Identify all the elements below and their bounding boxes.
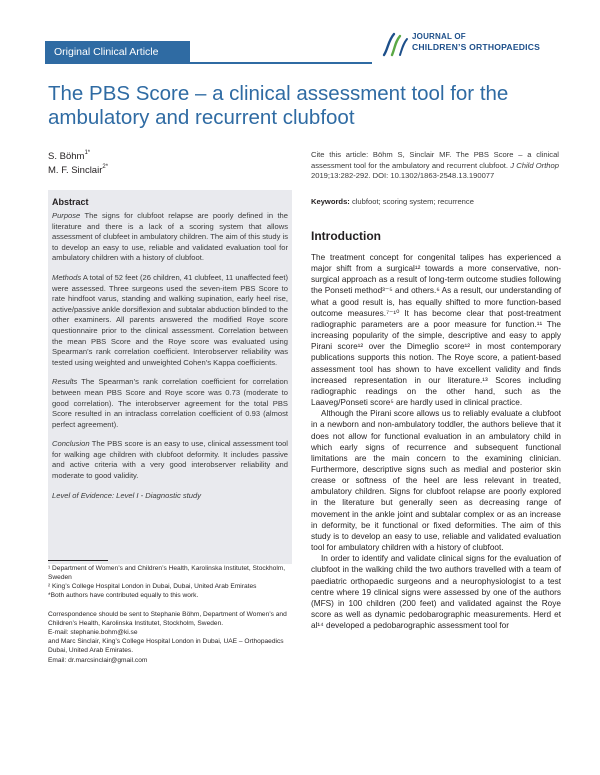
abstract-box — [48, 190, 292, 564]
email-link-1[interactable]: E-mail: stephanie.bohm@ki.se — [48, 629, 138, 637]
intro-paragraph-1: The treatment concept for congenital talipes has experienced a major shift from a surgical¹² towards a more conservative, non-surgical approach as a result of long-term outcome studies following the Ponseti method³⁻⁵ and others.⁶ As a result, our understanding of what a good result is, has equally shifted to more function-based outcome measures.⁷⁻¹⁰ It has become clear that post-treatment radiographic parameters are a poor measure for function.¹¹ The increasing popularity of the simple, descriptive and easy to apply Pirani score¹² over the Dimeglio score¹² in most contemporary publications supports this notion. The Roye score, a patient-based assessment tool has shown to have excellent validity and finds increased representation in our literature.¹³ Scores including radiographic readings on the other hand, such as the Laaveg/Ponseti score⁵ are hardly used in clinical practice. — [311, 253, 561, 408]
author-list — [48, 150, 108, 178]
level-of-evidence: Level of Evidence: Level I - Diagnostic study — [52, 490, 202, 500]
footnotes — [48, 560, 298, 665]
keywords-label: Keywords: — [311, 197, 350, 206]
article-title: The PBS Score – a clinical assessment tool for the ambulatory and recurrent clubfoot — [48, 82, 509, 129]
keywords — [311, 197, 474, 206]
correspondence-line: and Marc Sinclair, King’s College Hospital London in Dubai, UAE – Orthopaedics Dubai, United Arab Emirates. — [48, 638, 284, 655]
journal-logo-icon — [382, 31, 410, 57]
intro-paragraph-3: In order to identify and validate clinical signs for the evaluation of clubfoot in the walking child the two authors travelled with a team of paediatric orthopaedic surgeons and a neurophysiologist to a test centre where 19 clinical signs were assessed by one of the authors (MFS) in 100 children (200 feet) and validated against the Roye score as well as dynamic pedobarographic measurements. Herd et al¹⁴ developed a pedobarographic assessment tool for — [311, 554, 561, 631]
intro-paragraph-2: Although the Pirani score allows us to reliably evaluate a clubfoot in a newborn and non-ambulatory toddler, the authors believe that it does not allow for functional evaluation in an ambulatory child in which early signs of recurrence and subsequent functional limitations are the main concern to the examining clinician. Furthermore, descriptive signs such as medial and posterior skin crease or softness of the heel are less relevant in treated, ambulatory children. Signs for clubfoot relapse are poorly explored in the literature but generally seen as decreasing range of movement in the ankle joint and subtalar complex or as an increase in deformity, be it functional or fixed deformities. The aim of this study is to develop an easy to use, reliable and validated evaluation tool for ambulatory children with a history of clubfoot. — [311, 409, 561, 553]
correspondence — [48, 610, 298, 665]
citation-journal: J Child Orthop — [510, 160, 559, 170]
header-rule — [45, 62, 372, 64]
citation-text: Cite this article: Böhm S, Sinclair MF. The PBS Score – a clinical assessment tool for the ambulatory and recurrent clubfoot. — [311, 150, 559, 170]
keywords-text: clubfoot; scoring system; recurrence — [351, 197, 474, 206]
author-1: S. Böhm$^{1*}$ — [48, 150, 91, 162]
author-2: M. F. Sinclair$^{2*}$ — [48, 164, 109, 176]
abstract-methods: Methods A total of 52 feet (26 children, 41 clubfeet, 11 unaffected feet) were assessed. Three surgeons used the seven-item PBS Score to rate hindfoot varus, standing and walking supination, early heel rise, active/passive ankle dorsiflexion and subtalar abduction blinded to the other examiners. All parents answered the modified Roye score questionnaire prior to the clinical assessment. Correlation between the mean PBS Score and the Roye score was evaluated using Spearman’s rank correlation coefficient. Interobserver reliability was tested using weighted and unweighted Cohen’s Kappa coefficients. — [52, 272, 288, 367]
affiliation-2: ² King’s College Hospital London in Dubai, Dubai, United Arab Emirates — [48, 583, 257, 591]
email-link-2[interactable]: Email: dr.marcsinclair@gmail.com — [48, 656, 148, 664]
introduction-body — [311, 252, 561, 631]
article-type-banner — [45, 41, 190, 63]
author-2-affiliation: 2* — [102, 164, 109, 171]
abstract-conclusion: Conclusion The PBS score is an easy to use, clinical assessment tool for walking age children with clubfoot deformity. It includes passive and active criteria with a very good interobserver reliability and moderate to good validity. — [52, 439, 288, 481]
equal-contribution-note: *Both authors have contributed equally to this work. — [48, 592, 199, 600]
journal-name — [412, 31, 540, 53]
citation-block — [311, 150, 559, 182]
introduction-heading: Introduction — [311, 229, 381, 243]
journal-name-line2: CHILDREN’S ORTHOPAEDICS — [412, 42, 541, 52]
correspondence-line: Correspondence should be sent to Stephanie Böhm, Department of Women’s and Children’s Health, Karolinska Institutet, Stockholm, Sweden. — [48, 610, 287, 627]
author-1-affiliation: 1* — [84, 150, 91, 157]
abstract-purpose: Purpose The signs for clubfoot relapse are poorly defined in the literature and there is a lack of a scoring system that allows assessment of clubfeet in ambulatory children. The aim of this study is to develop an easy to use, reliable and validated evaluation tool for ambulatory children with a history of clubfoot. — [52, 211, 288, 263]
journal-logo[interactable] — [382, 28, 562, 62]
affiliation-1: ¹ Department of Women’s and Children’s Health, Karolinska Institutet, Stockholm, Sweden — [48, 564, 286, 581]
abstract-heading: Abstract — [52, 197, 89, 207]
citation-doi[interactable]: 2019;13:282-292. DOI: 10.1302/1863-2548.13.190077 — [311, 171, 495, 181]
article-type-label: Original Clinical Article — [54, 46, 159, 58]
footnote-rule — [48, 560, 108, 561]
journal-name-line1: JOURNAL OF — [412, 32, 466, 41]
abstract-results: Results The Spearman’s rank correlation coefficient for correlation between mean PBS Score and Roye score was 0.73 (moderate to good correlation). The interobserver agreement for the total PBS Score resulted in an intraclass correlation coefficient of 0.93 (almost perfect agreement). — [52, 377, 288, 429]
